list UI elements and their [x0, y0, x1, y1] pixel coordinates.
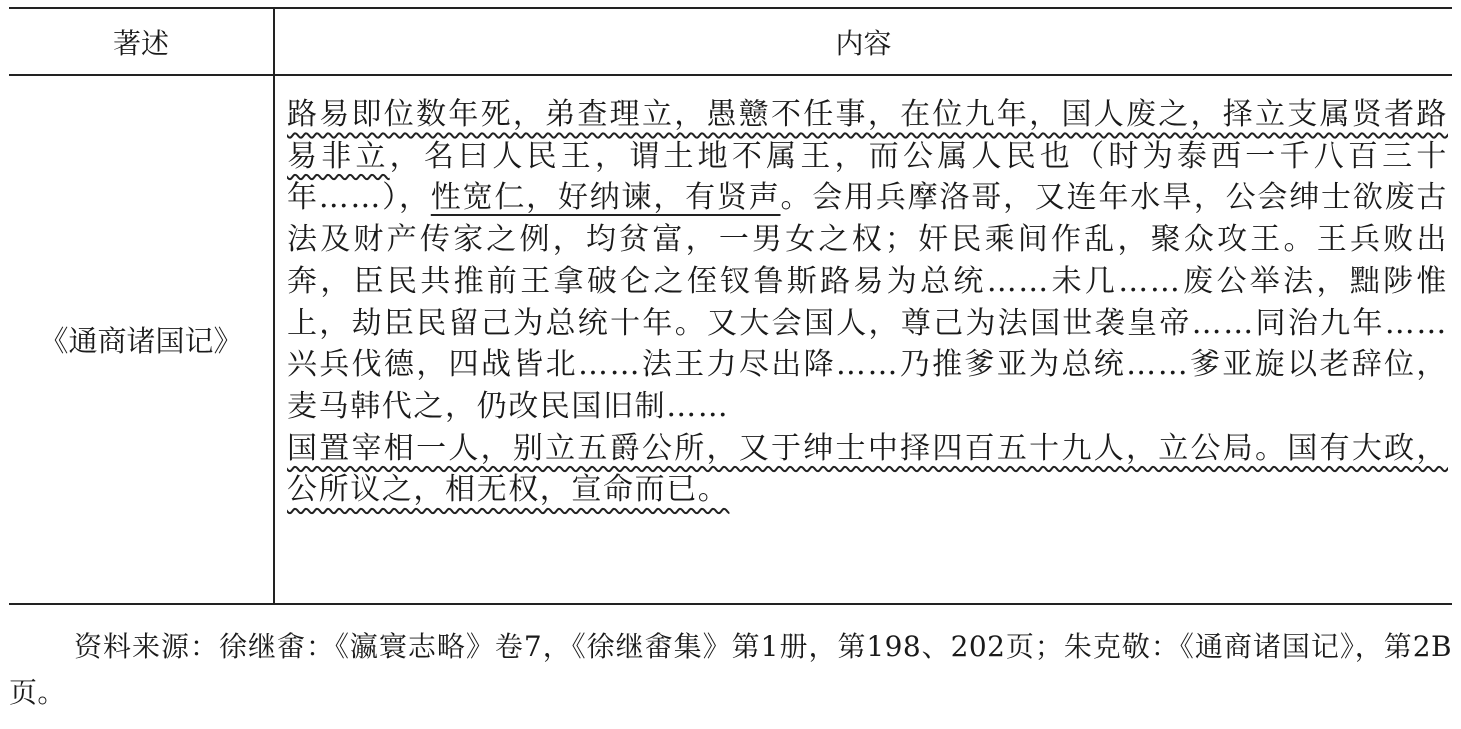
wavy-underlined-passage-1: 路易即位数年死，弟查理立，愚戆不任事，在位九年，国人废之，择立支属贤者路易非立	[287, 97, 1448, 174]
comparison-table	[9, 7, 1452, 605]
wavy-underlined-passage-2: 国置宰相一人，别立五爵公所，又于绅士中择四百五十九人，立公局。国有大政，公所议之，相无权，宣命而已。	[287, 430, 1448, 508]
content-cell	[274, 75, 1452, 604]
header-content: 内容	[274, 8, 1452, 75]
work-title-cell: 《通商诸国记》	[9, 75, 274, 604]
plain-passage-2: 。会用兵摩洛哥，又连年水旱，公会绅士欲废古法及财产传家之例，均贫富，一男女之权；奸民乘间作乱，聚众攻王。王兵败出奔，臣民共推前王拿破仑之侄钗鲁斯路易为总统……未几……废公举法，黜陟惟上，劫臣民留己为总统十年。又大会国人，尊己为法国世袭皇帝……同治九年……兴兵伐德，四战皆北……法王力尽出降……乃推爹亚为总统……爹亚旋以老辞位，麦马韩代之，仍改民国旧制……	[287, 180, 1448, 424]
source-note: 资料来源：徐继畬：《瀛寰志略》卷7，《徐继畬集》第1册，第198、202页；朱克敬：《通商诸国记》，第2B页。	[9, 630, 1452, 709]
header-row	[9, 8, 1452, 75]
underlined-passage: 性宽仁，好纳谏，有贤声	[430, 180, 781, 216]
plain-passage-1: ，名曰人民王，谓土地不属王，而公属人民也（时为泰西一千八百三十年……），	[287, 138, 1448, 216]
header-work: 著述	[9, 8, 274, 75]
table-row	[9, 75, 1452, 604]
